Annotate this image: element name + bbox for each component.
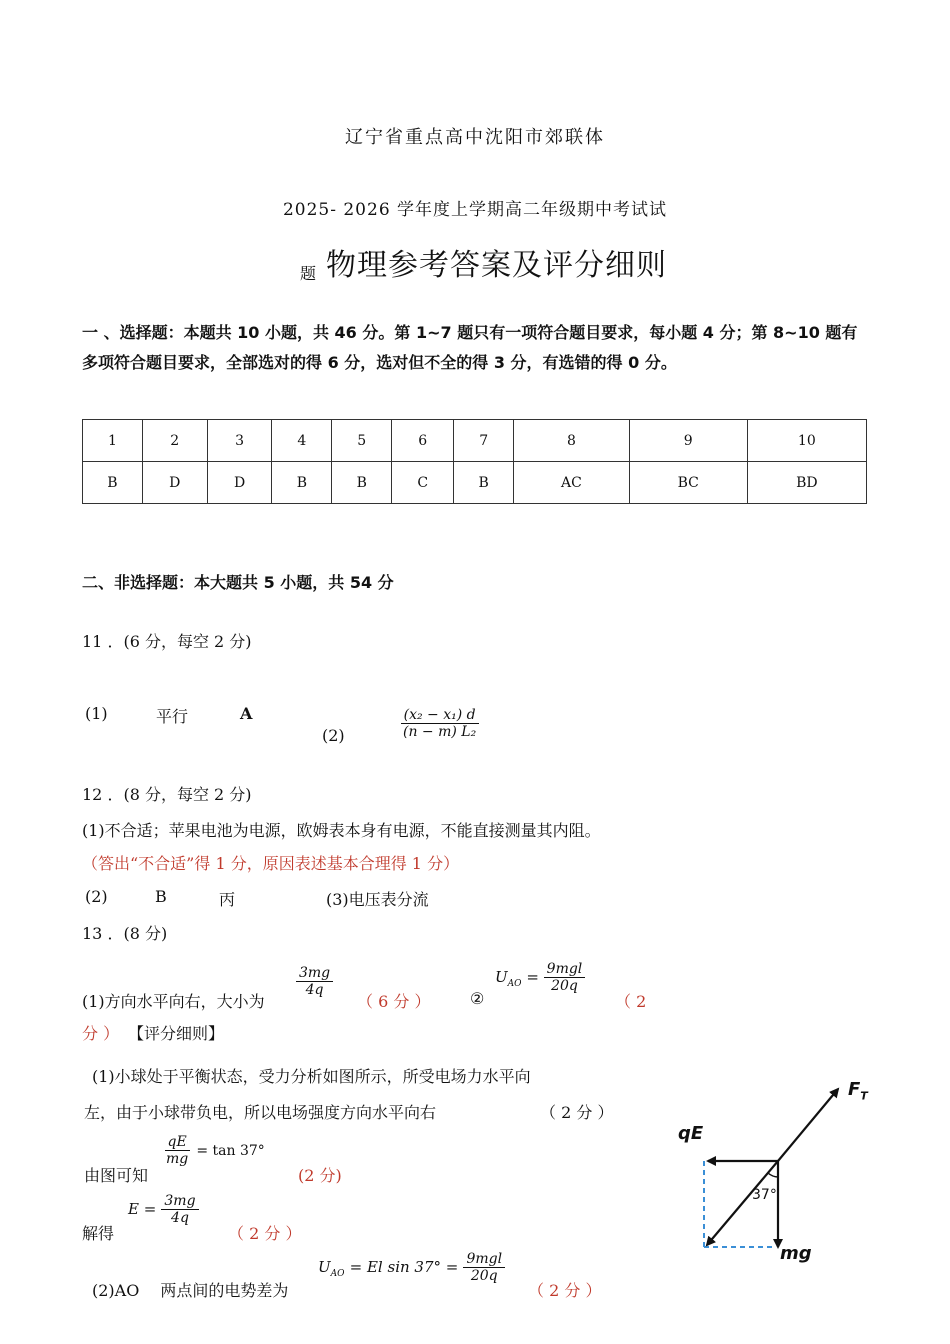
- q13-detail4-sub: AO: [330, 1269, 345, 1280]
- q11-part1-answer1: 平行: [156, 707, 189, 726]
- q12-scoring-note: （答出“不合适”得 1 分，原因表述基本合理得 1 分）: [82, 854, 460, 873]
- q12-part2-label: (2): [85, 887, 108, 906]
- force-diagram: [668, 1075, 878, 1275]
- q13-detail1-score: （ 2 分 ）: [540, 1103, 614, 1122]
- question-number: 8: [514, 420, 630, 462]
- header-title-main: 物理参考答案及评分细则: [326, 248, 668, 283]
- q13-answer1-formula: [296, 965, 333, 998]
- q13-answer2-formula: $U_{AO}$ = $\frac{\text{9mgl}}{20q}$: [495, 961, 585, 994]
- q13-detail1-line2: 左，由于小球带负电，所以电场强度方向水平向右: [84, 1103, 437, 1122]
- answer-table-answer-row: [83, 462, 867, 504]
- question-number: 5: [332, 420, 392, 462]
- section1-instructions: 一 、选择题：本题共 10 小题，共 46 分。第 1~7 题只有一项符合题目要求，每小题 4 分；第 8~10 题有多项符合题目要求，全部选对的得 6 分，选对但不全的得 3 分，有选错的得 0 分。: [82, 323, 858, 372]
- ft-label-main: F: [848, 1079, 861, 1100]
- q11-part2-label: (2): [322, 726, 345, 745]
- q13-detail4-text: (2)AO 两点间的电势差为: [92, 1281, 289, 1300]
- answer-table: [82, 419, 867, 504]
- header-title-prefix: 题: [300, 264, 317, 283]
- answer-cell: B: [272, 462, 332, 504]
- q11-part1-answer2: A: [240, 704, 253, 723]
- q13-detail2-formula: [163, 1134, 265, 1167]
- q12-heading: 12 ．(8 分，每空 2 分): [82, 785, 252, 804]
- q13-answer2-denominator: 20q: [551, 978, 578, 994]
- q13-heading: 13 ．(8 分): [82, 924, 168, 943]
- question-number: 3: [207, 420, 272, 462]
- tension-force-arrow: [778, 1089, 838, 1161]
- qe-label: qE: [678, 1123, 704, 1144]
- resultant-arrow: [707, 1161, 778, 1245]
- q13-detail3-text: 解得: [82, 1224, 115, 1243]
- q11-heading: 11 ．(6 分，每空 2 分): [82, 632, 252, 651]
- q13-detail4-lhs: U: [318, 1258, 331, 1276]
- q12-part3: (3)电压表分流: [326, 890, 429, 909]
- q13-detail2-denominator: mg: [166, 1151, 189, 1167]
- mg-label: mg: [780, 1243, 812, 1264]
- q11-formula-numerator: (x₂ − x₁) d: [401, 707, 479, 724]
- q13-detail4-fraction: [463, 1251, 505, 1284]
- q13-detail4-mid: = El sin 37° =: [349, 1258, 459, 1276]
- answer-cell: D: [142, 462, 207, 504]
- q13-answer2-score-b: 分 ）: [82, 1024, 120, 1043]
- answer-cell: AC: [514, 462, 630, 504]
- q13-detail2-rhs: = tan 37°: [196, 1143, 265, 1159]
- section2-heading: 二、非选择题：本大题共 5 小题，共 54 分: [82, 573, 394, 592]
- answer-cell: B: [454, 462, 514, 504]
- answer-cell: C: [392, 462, 454, 504]
- question-number: 10: [747, 420, 866, 462]
- q13-detail3-formula: [128, 1193, 199, 1226]
- q12-part2-answer2: 丙: [219, 890, 236, 909]
- q13-answer1-fraction: [296, 965, 333, 998]
- answer-cell: B: [332, 462, 392, 504]
- header-school: 辽宁省重点高中沈阳市郊联体: [345, 127, 605, 148]
- q13-answer2-score-a: （ 2: [615, 992, 647, 1011]
- question-number: 9: [629, 420, 747, 462]
- q13-answer2-fraction: [544, 961, 586, 994]
- q13-answer1-denominator: 4q: [305, 982, 324, 998]
- q11-formula-fraction: [400, 707, 479, 740]
- header-exam: 2025- 2026 学年度上学期高二年级期中考试试: [282, 200, 668, 220]
- q12-part1: (1)不合适；苹果电池为电源，欧姆表本身有电源，不能直接测量其内阻。: [82, 821, 601, 840]
- angle-arc: [768, 1173, 778, 1177]
- answer-cell: BD: [747, 462, 866, 504]
- q13-answer1-score: （ 6 分 ）: [357, 992, 431, 1011]
- q13-detail2-numerator: qE: [165, 1134, 190, 1151]
- question-number: 4: [272, 420, 332, 462]
- q13-detail2-score: (2 分): [298, 1166, 342, 1185]
- q11-formula: [400, 707, 479, 740]
- q13-detail4-formula: [318, 1251, 505, 1284]
- q13-answer2-lhs: U: [495, 968, 508, 986]
- question-number: 2: [142, 420, 207, 462]
- q13-detail2-text: 由图可知: [84, 1166, 149, 1185]
- q13-detail3-numerator: 3mg: [161, 1193, 198, 1210]
- ft-label-sub: T: [860, 1089, 868, 1103]
- q13-answer1-numerator: 3mg: [296, 965, 333, 982]
- q13-detail3-fraction: [161, 1193, 198, 1226]
- q13-answer1-text: (1)方向水平向右，大小为: [82, 992, 265, 1011]
- q13-detail-title: 【评分细则】: [128, 1024, 225, 1043]
- q13-detail3-lhs: E =: [128, 1200, 157, 1218]
- q13-answer2-sub: AO: [507, 979, 522, 990]
- header-title: [300, 240, 667, 284]
- q13-answer2-label: ②: [470, 989, 485, 1008]
- q13-answer2-numerator: 9mgl: [544, 961, 586, 978]
- force-diagram-svg: [668, 1075, 878, 1275]
- angle-label: 37°: [752, 1187, 777, 1203]
- ft-label: [848, 1079, 868, 1103]
- question-number: 1: [83, 420, 143, 462]
- q13-detail4-denominator: 20q: [470, 1268, 498, 1284]
- q13-detail3-denominator: 4q: [171, 1210, 189, 1226]
- question-number: 6: [392, 420, 454, 462]
- question-number: 7: [454, 420, 514, 462]
- q13-detail2-fraction: [163, 1134, 191, 1167]
- q11-formula-denominator: (n − m) L₂: [403, 724, 477, 740]
- q13-detail4-numerator: 9mgl: [463, 1251, 505, 1268]
- q13-detail4-score: （ 2 分 ）: [528, 1281, 602, 1300]
- q12-part2-answer1: B: [155, 887, 167, 906]
- answer-cell: BC: [629, 462, 747, 504]
- answer-cell: B: [83, 462, 143, 504]
- answer-cell: D: [207, 462, 272, 504]
- q13-detail1-line1: (1)小球处于平衡状态，受力分析如图所示，所受电场力水平向: [92, 1067, 531, 1086]
- q13-detail3-score: （ 2 分 ）: [228, 1224, 302, 1243]
- answer-table-question-row: [83, 420, 867, 462]
- q11-part1-label: (1): [85, 704, 108, 723]
